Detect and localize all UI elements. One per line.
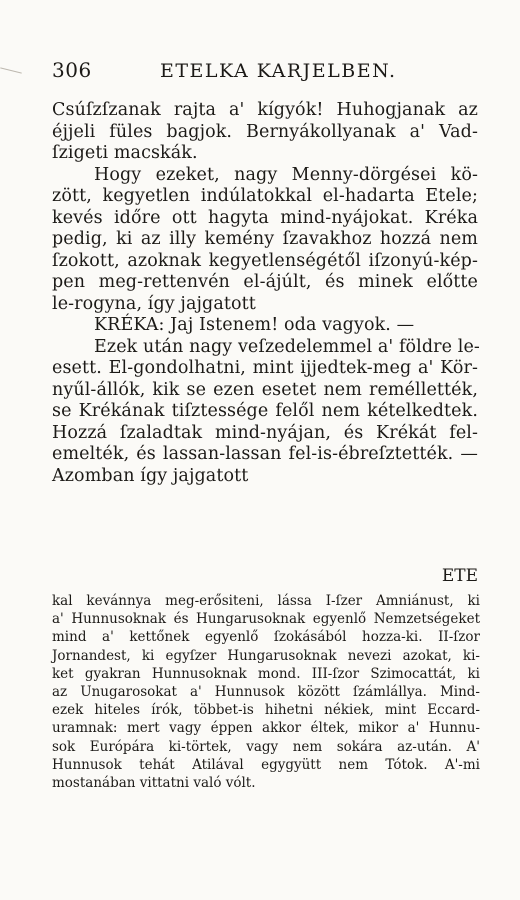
text-line: se Krékának tiſztessége felől nem kételkedtek. <box>52 401 478 421</box>
footnote-line: mind a' kettőnek egyenlő ſzokásából hozza-ki. II-ſzor <box>52 629 480 646</box>
text-line: Hozzá ſzaladtak mind-nyájan, és Krékát fel- <box>52 422 478 443</box>
footnote-block <box>52 592 480 792</box>
text-line: le-rogyna, így jajgatott <box>52 293 256 314</box>
text-line: emelték, és lassan-lassan fel-is-ébreſztették. — <box>52 444 478 464</box>
text-line: Azomban így jajgatott <box>52 465 249 486</box>
catchword-row <box>52 566 478 588</box>
footnote-line: sok Európára ki-törtek, vagy nem sokára az-után. A' <box>52 738 480 755</box>
footnote-line: kal kevánnya meg-erősiteni, lássa I-ſzer Amniánust, ki <box>52 593 480 609</box>
text-line: pedig, ki az illy kemény ſzavakhoz hozzá nem <box>52 229 478 249</box>
text-line: éjjeli füles bagjok. Bernyákollyanak a' Vad- <box>52 121 478 142</box>
footnote-line: uramnak: mert vagy éppen akkor éltek, mikor a' Hunnu- <box>52 720 480 737</box>
footnote-line: az Unugarosokat a' Hunnusok között ſzámlállya. Mind- <box>52 683 480 700</box>
text-line: zött, kegyetlen indúlatokkal el-hadarta Etele; <box>52 186 478 206</box>
text-line: pen meg-rettenvén el-ájúlt, és minek előtte <box>52 272 478 292</box>
running-head: ETELKA KARJELBEN. <box>160 60 397 82</box>
text-line: ſzigeti macskák. <box>52 143 198 163</box>
margin-mark <box>0 67 22 73</box>
text-line: ſzokott, azoknak kegyetlenségétől iſzonyú-kép- <box>52 250 478 271</box>
text-line: Hogy ezeket, nagy Menny-dörgései kö- <box>94 164 478 185</box>
text-line: nyűl-állók, kik se ezen esetet nem reméllették, <box>52 379 478 400</box>
footnote-line: ket gyakran Hunnusoknak mond. III-ſzor Szimocattát, ki <box>52 665 480 682</box>
page-number: 306 <box>52 58 92 82</box>
footnote-line: a' Hunnusoknak és Hungarusoknak egyenlő Nemzetségeket <box>52 611 480 628</box>
footnote-line: Hunnusok tehát Atilával egygyütt nem Tótok. A'-mi <box>52 756 480 773</box>
footnote-line: Jornandest, ki egyſzer Hungarusoknak nevezi azokat, ki- <box>52 647 480 664</box>
page-header <box>52 58 476 84</box>
text-line: kevés időre ott hagyta mind-nyájokat. Kréka <box>52 207 478 228</box>
footnote-line: mostanában vittatni való vólt. <box>52 774 256 791</box>
catchword: ETE <box>441 566 478 586</box>
main-text <box>52 100 478 487</box>
speaker-line: KRÉKA: Jaj Istenem! oda vagyok. — <box>94 315 415 335</box>
text-line: esett. El-gondolhatni, mint ijjedtek-meg a' Kör- <box>52 358 478 378</box>
text-line: Ezek után nagy veſzedelemmel a' földre le- <box>94 336 480 357</box>
footnote-line: ezek hiteles írók, többet-is hihetni nékiek, mint Eccard- <box>52 702 480 719</box>
text-line: Csúſzſzanak rajta a' kígyók! Huhogjanak az <box>52 100 478 120</box>
